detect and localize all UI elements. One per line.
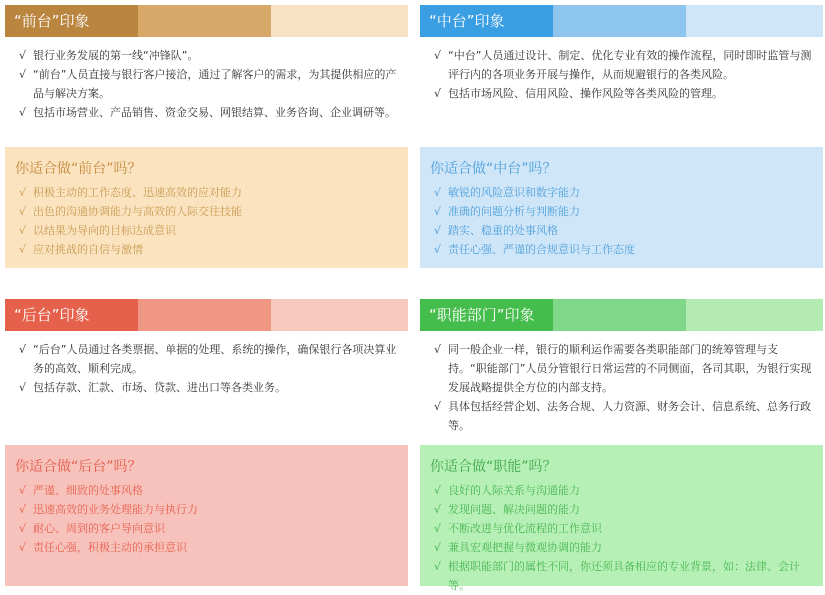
fit-text: 良好的人际关系与沟通能力 (448, 484, 580, 497)
description-item (19, 378, 400, 397)
fit-title: 你适合做“中台”吗？ (430, 161, 557, 177)
panel-title: “中台”印象 (429, 12, 505, 30)
check-icon: √ (19, 243, 27, 256)
fit-text: 耐心、周到的客户导向意识 (33, 522, 165, 535)
fit-item (430, 519, 813, 538)
check-icon: √ (434, 400, 442, 413)
check-icon: √ (434, 49, 442, 62)
description-text: 包括市场营业、产品销售、资金交易、网银结算、业务咨询、企业调研等。 (33, 106, 396, 119)
fit-title: 你适合做“职能”吗？ (430, 459, 557, 475)
panel-header (420, 5, 823, 37)
check-icon: √ (434, 87, 442, 100)
fit-text: 以结果为导向的目标达成意识 (33, 224, 176, 237)
fit-item (430, 481, 813, 500)
fit-title: 你适合做“后台”吗？ (15, 459, 142, 475)
description-item (19, 46, 400, 65)
panel-middle-office (420, 5, 823, 268)
panel-title: “职能部门”印象 (429, 306, 535, 324)
check-icon: √ (434, 186, 442, 199)
fit-text: 迅速高效的业务处理能力与执行力 (33, 503, 198, 516)
description-text: 具体包括经营企划、法务合规、人力资源、财务会计、信息系统、总务行政等。 (448, 400, 811, 432)
panel-functional-departments (420, 299, 823, 592)
check-icon: √ (434, 243, 442, 256)
description-item (434, 46, 815, 84)
check-icon: √ (19, 343, 27, 356)
panel-header (5, 299, 408, 331)
check-icon: √ (19, 205, 27, 218)
panel-description (5, 37, 408, 147)
header-bar-light (271, 5, 408, 37)
check-icon: √ (19, 541, 27, 554)
fit-text: 发现问题、解决问题的能力 (448, 503, 580, 516)
fit-item (15, 538, 398, 557)
fit-item (430, 202, 813, 221)
description-text: “后台”人员通过各类票据、单据的处理、系统的操作，确保银行各项决算业务的高效、顺利完成。 (33, 343, 397, 375)
header-bar-light (686, 5, 823, 37)
panel-back-office (5, 299, 408, 586)
check-icon: √ (434, 522, 442, 535)
fit-section (420, 147, 823, 268)
header-bar-light (271, 299, 408, 331)
fit-title: 你适合做“前台”吗？ (15, 161, 142, 177)
fit-text: 敏锐的风险意识和数字能力 (448, 186, 580, 199)
header-bar-mid (553, 299, 686, 331)
header-bar-light (686, 299, 823, 331)
description-text: 包括市场风险、信用风险、操作风险等各类风险的管理。 (448, 87, 723, 100)
fit-section (5, 147, 408, 268)
description-item (19, 65, 400, 103)
description-item (19, 103, 400, 122)
fit-item (15, 519, 398, 538)
panel-header (5, 5, 408, 37)
check-icon: √ (434, 503, 442, 516)
fit-item (15, 221, 398, 240)
panel-description (420, 37, 823, 147)
description-text: 银行业务发展的第一线“冲锋队”。 (33, 49, 199, 62)
check-icon: √ (19, 522, 27, 535)
fit-item (430, 500, 813, 519)
check-icon: √ (19, 106, 27, 119)
panel-description (420, 331, 823, 445)
description-text: “中台”人员通过设计、制定、优化专业有效的操作流程，同时即时监管与测评行内的各项业务开展与操作，从而规避银行的各类风险。 (448, 49, 812, 81)
fit-text: 不断改进与优化流程的工作意识 (448, 522, 602, 535)
check-icon: √ (19, 49, 27, 62)
fit-text: 责任心强、严谨的合规意识与工作态度 (448, 243, 635, 256)
description-text: “前台”人员直接与银行客户接洽，通过了解客户的需求，为其提供相应的产品与解决方案。 (33, 68, 397, 100)
description-text: 同一般企业一样，银行的顺利运作需要各类职能部门的统筹管理与支持。“职能部门”人员分管银行日常运营的不同侧面，各司其职，为银行实现发展战略提供全方位的内部支持。 (448, 343, 812, 394)
check-icon: √ (434, 484, 442, 497)
fit-section (420, 445, 823, 592)
check-icon: √ (19, 503, 27, 516)
header-bar-mid (138, 299, 271, 331)
fit-text: 兼具宏观把握与微观协调的能力 (448, 541, 602, 554)
panel-front-office (5, 5, 408, 268)
description-item (434, 84, 815, 103)
fit-text: 应对挑战的自信与激情 (33, 243, 143, 256)
fit-item (430, 221, 813, 240)
check-icon: √ (434, 224, 442, 237)
check-icon: √ (434, 560, 442, 573)
description-item (434, 340, 815, 397)
check-icon: √ (19, 224, 27, 237)
panel-title: “前台”印象 (14, 12, 90, 30)
fit-text: 责任心强，积极主动的承担意识 (33, 541, 187, 554)
fit-item (15, 240, 398, 259)
fit-item (430, 538, 813, 557)
check-icon: √ (19, 381, 27, 394)
check-icon: √ (19, 186, 27, 199)
description-item (434, 397, 815, 435)
fit-item (15, 202, 398, 221)
fit-item (15, 183, 398, 202)
check-icon: √ (434, 205, 442, 218)
fit-item (430, 240, 813, 259)
fit-item (15, 481, 398, 500)
fit-text: 严谨、细致的处事风格 (33, 484, 143, 497)
header-bar-mid (553, 5, 686, 37)
fit-text: 根据职能部门的属性不同，你还须具备相应的专业背景，如：法律、会计等。 (448, 560, 800, 592)
fit-item (430, 557, 813, 595)
fit-item (15, 500, 398, 519)
fit-text: 积极主动的工作态度、迅速高效的应对能力 (33, 186, 242, 199)
panel-header (420, 299, 823, 331)
fit-item (430, 183, 813, 202)
fit-text: 出色的沟通协调能力与高效的人际交往技能 (33, 205, 242, 218)
check-icon: √ (19, 484, 27, 497)
description-item (19, 340, 400, 378)
description-text: 包括存款、汇款、市场、贷款、进出口等各类业务。 (33, 381, 286, 394)
check-icon: √ (19, 68, 27, 81)
fit-section (5, 445, 408, 586)
check-icon: √ (434, 541, 442, 554)
fit-text: 踏实、稳重的处事风格 (448, 224, 558, 237)
fit-text: 准确的问题分析与判断能力 (448, 205, 580, 218)
panel-title: “后台”印象 (14, 306, 90, 324)
header-bar-mid (138, 5, 271, 37)
panel-description (5, 331, 408, 445)
check-icon: √ (434, 343, 442, 356)
